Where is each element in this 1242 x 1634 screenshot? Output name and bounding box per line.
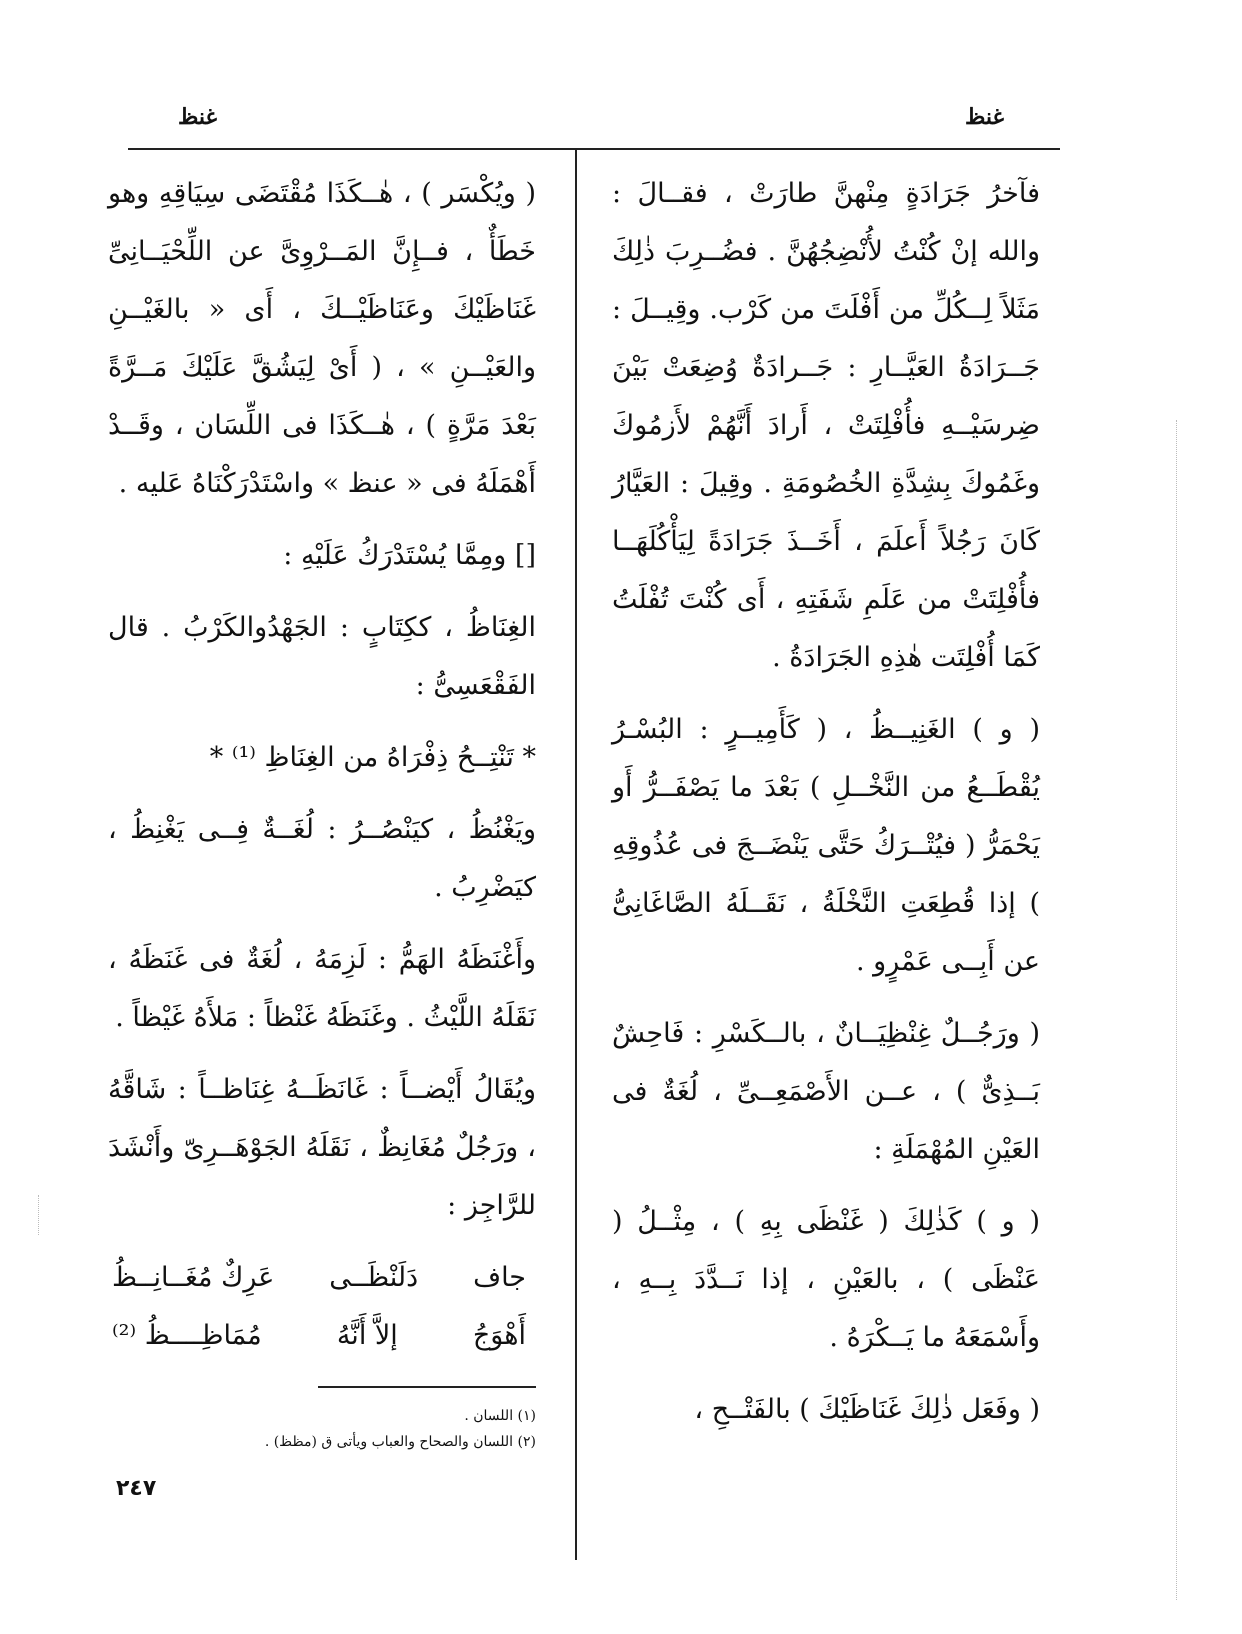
footnote-2: (٢) اللسان والصحاح والعباب ويأتى ق (مظظ) . (264, 1434, 536, 1450)
verse-line-2 (108, 1307, 536, 1365)
left-column (108, 165, 536, 1365)
verse-word: جاف (473, 1262, 526, 1293)
verse-word: عَرِكٌ مُغَــانِــظُ (112, 1262, 275, 1293)
scan-edge-mark (1176, 420, 1179, 1600)
column-divider (575, 150, 577, 1560)
verse-line-1 (108, 1249, 536, 1307)
verse-word: دَلَنْظَــى (329, 1262, 419, 1293)
page-header-left-word: غنظ (178, 104, 218, 130)
page-number: ٢٤٧ (116, 1476, 157, 1501)
page-header-right-word: غنظ (965, 104, 1005, 130)
left-paragraph: وأَغْنَظَهُ الهَمُّ : لَزِمَهُ ، لُغَةٌ فى غَنَظَهُ ، نَقَلَهُ اللَّيْثُ . وغَنَظَهُ غَنْظاً : مَلأَهُ غَيْظاً . (108, 944, 536, 1033)
scan-edge-mark (38, 1195, 41, 1235)
verse-hemistich: * تَنْتِــحُ ذِفْرَاهُ من الغِنَاظِ ⁽¹⁾ * (209, 742, 536, 773)
left-paragraph: ويُقَالُ أَيْضــاً : غَانَظَــهُ غِنَاظــاً : شَاقَّهُ ، ورَجُلٌ مُغَانِظٌ ، نَقَلَهُ الجَوْهَــرِىّ وأَنْشَدَ للرَّاجِز : (108, 1074, 536, 1221)
verse-word: إلاَّ أَنَّهُ (336, 1320, 398, 1351)
left-paragraph: [] ومِمَّا يُسْتَدْرَكُ عَلَيْهِ : (283, 540, 536, 571)
footnote-rule (318, 1386, 536, 1388)
verse-word: مُمَاظِــــظُ ⁽²⁾ (112, 1320, 262, 1351)
header-rule (128, 148, 1060, 150)
left-paragraph: ( ويُكْسَر ) ، هٰــكَذَا مُقْتَضَى سِيَاقِهِ وهو خَطَأٌ ، فــإِنَّ المَــرْوِىَّ عن اللِّحْيَــانِىِّ غَنَاظَيْكَ وعَنَاظَيْــكَ ، أَى « بالغَيْــنِ والعَيْــنِ » ، ( أَىْ لِيَشُقَّ عَلَيْكَ مَــرَّةً بَعْدَ مَرَّةٍ ) ، هٰــكَذَا فى اللِّسَان ، وقَــدْ أَهْمَلَهُ فى « عنظ » واسْتَدْرَكْنَاهُ عَليه . (108, 178, 536, 499)
verse-word: أَهْوَجُ (472, 1320, 526, 1351)
right-paragraph: ( ورَجُــلٌ غِنْظِيَــانٌ ، بالــكَسْرِ : فَاحِشٌ بَــذِىٌّ ) ، عــن الأَصْمَعِــىِّ ، لُغَةٌ فى العَيْنِ المُهْمَلَةِ : (612, 1018, 1040, 1165)
right-column (612, 165, 1040, 1453)
right-paragraph: ( وفَعَل ذٰلِكَ غَنَاظَيْكَ ) بالفَتْــحِ ، (694, 1394, 1040, 1425)
left-paragraph: ويَغْنُظُ ، كيَنْصُــرُ : لُغَــةٌ فِــى يَغْنِظُ ، كيَضْرِبُ . (108, 814, 536, 903)
left-paragraph: الغِنَاظُ ، ككِتَابٍ : الجَهْدُوالكَرْبُ . قال الفَقْعَسِىُّ : (108, 612, 536, 701)
right-paragraph: ( و ) كَذٰلِكَ ( غَنْظَى بِهِ ) ، مِثْــلُ ( عَنْظَى ) ، بالعَيْنِ ، إذا نَــدَّدَ بِــهِ ، وأَسْمَعَهُ ما يَــكْرَهُ . (612, 1206, 1040, 1353)
footnote-1: (١) اللسان . (464, 1408, 536, 1424)
right-paragraph: ( و ) الغَنِيــظُ ، ( كَأَمِيــرٍ : البُسْـرُ يُقْطَــعُ من النَّخْــلِ ) بَعْدَ ما يَصْفَــرُّ أَو يَحْمَرُّ ( فيُتْــرَكُ حَتَّى يَنْضَــجَ فى عُذُوقِهِ ) إذا قُطِعَتِ النَّخْلَةُ ، نَقَــلَهُ الصَّاغَانِىُّ عن أَبِــى عَمْرٍو . (612, 714, 1040, 977)
right-paragraph: فآخرُ جَرَادَةٍ مِنْهنَّ طارَتْ ، فقــالَ : والله إنْ كُنْتُ لأُنْضِجُهُنَّ . فضُــرِبَ ذٰلِكَ مَثَلاً لِــكُلِّ من أَفْلَتَ من كَرْب. وقِيــلَ : جَــرَادَةُ العَيَّــارِ : جَــرادَةٌ وُضِعَتْ بَيْنَ ضِرسَيْــهِ فأُفْلِتَتْ ، أَرادَ أَنَّهُمْ لأَزمُوكَ وغَمُوكَ بِشِدَّةِ الخُصُومَةِ . وقِيلَ : العَيَّارُ كَانَ رَجُلاً أَعلَمَ ، أَخَــذَ جَرَادَةً لِيَأْكُلَهَــا فأُفْلِتَتْ من عَلَمِ شَفَتِهِ ، أَى كُنْتَ تُفْلَتُ كَمَا أُفْلِتَت هٰذِهِ الجَرَادَةُ . (612, 178, 1040, 673)
